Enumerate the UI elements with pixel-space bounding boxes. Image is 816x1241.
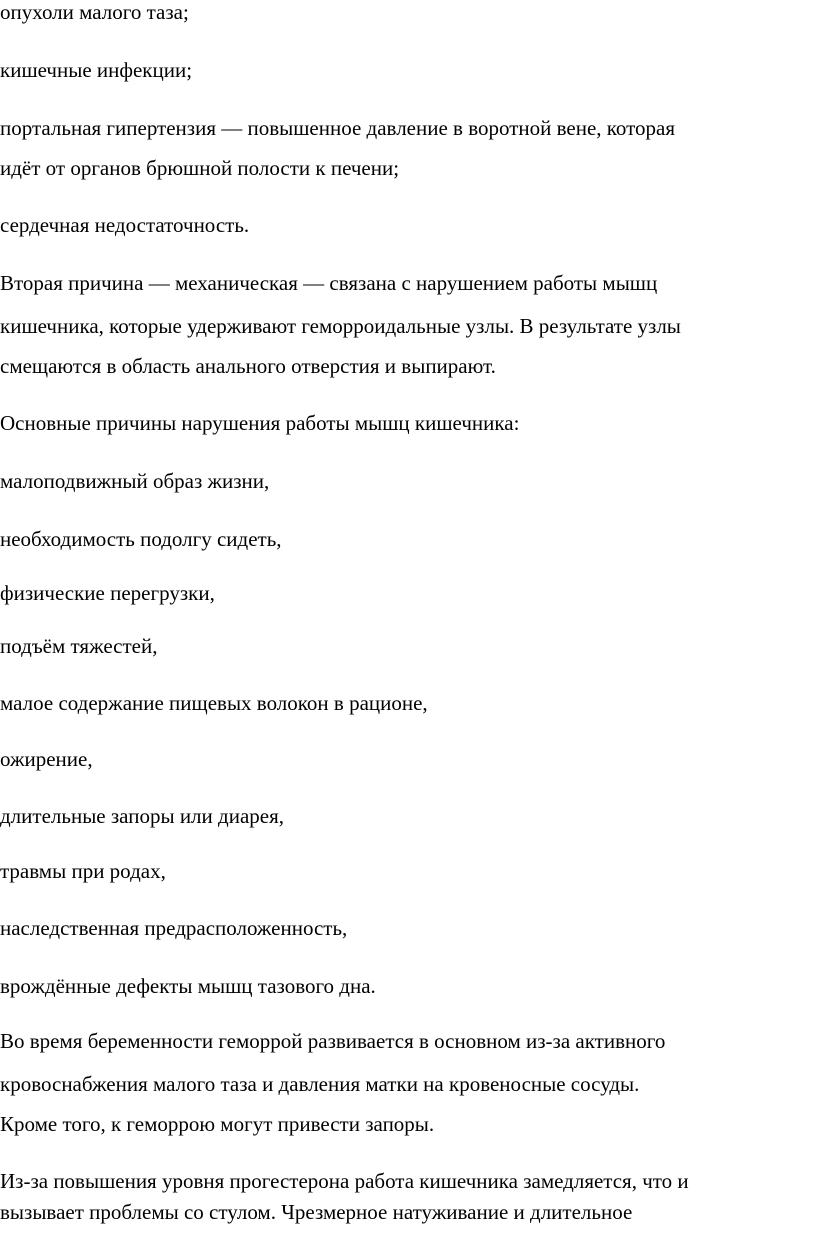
list-item-birth-trauma: травмы при родах, — [0, 859, 166, 883]
list-item-portal-hypertension-line-1: портальная гипертензия — повышенное давление в воротной вене, которая — [0, 116, 676, 140]
paragraph-pregnancy-line-1: Во время беременности геморрой развивается в основном из-за активного — [0, 1029, 666, 1053]
paragraph-mechanical-cause-line-2: кишечника, которые удерживают геморроидальные узлы. В результате узлы — [0, 314, 681, 338]
paragraph-pregnancy-line-2: кровоснабжения малого таза и давления матки на кровеносные сосуды. — [0, 1072, 640, 1096]
list-item-portal-hypertension-line-2: идёт от органов брюшной полости к печени; — [0, 156, 400, 180]
paragraph-mechanical-cause-line-3: смещаются в область анального отверстия и выпирают. — [0, 354, 496, 378]
list-item-heart-failure: сердечная недостаточность. — [0, 213, 250, 237]
list-item-heredity: наследственная предрасположенность, — [0, 916, 348, 940]
list-item-constipation-diarrhea: длительные запоры или диарея, — [0, 804, 284, 828]
list-item-prolonged-sitting: необходимость подолгу сидеть, — [0, 527, 282, 551]
list-item-low-fiber-diet: малое содержание пищевых волокон в рационе, — [0, 691, 428, 715]
paragraph-pregnancy-line-3: Кроме того, к геморрою могут привести запоры. — [0, 1112, 435, 1136]
paragraph-progesterone-line-1: Из-за повышения уровня прогестерона работа кишечника замедляется, что и — [0, 1169, 689, 1193]
paragraph-progesterone-line-2: вызывает проблемы со стулом. Чрезмерное натуживание и длительное — [0, 1200, 633, 1224]
list-item-congenital-defects: врождённые дефекты мышц тазового дна. — [0, 974, 376, 998]
list-item-physical-overload: физические перегрузки, — [0, 581, 215, 605]
paragraph-main-causes-heading: Основные причины нарушения работы мышц кишечника: — [0, 411, 520, 435]
list-item-obesity: ожирение, — [0, 747, 93, 771]
list-item-pelvic-tumors: опухоли малого таза; — [0, 0, 189, 24]
list-item-intestinal-infections: кишечные инфекции; — [0, 58, 193, 82]
list-item-heavy-lifting: подъём тяжестей, — [0, 634, 158, 658]
list-item-sedentary-lifestyle: малоподвижный образ жизни, — [0, 469, 270, 493]
paragraph-mechanical-cause-line-1: Вторая причина — механическая — связана с нарушением работы мышц — [0, 271, 658, 295]
